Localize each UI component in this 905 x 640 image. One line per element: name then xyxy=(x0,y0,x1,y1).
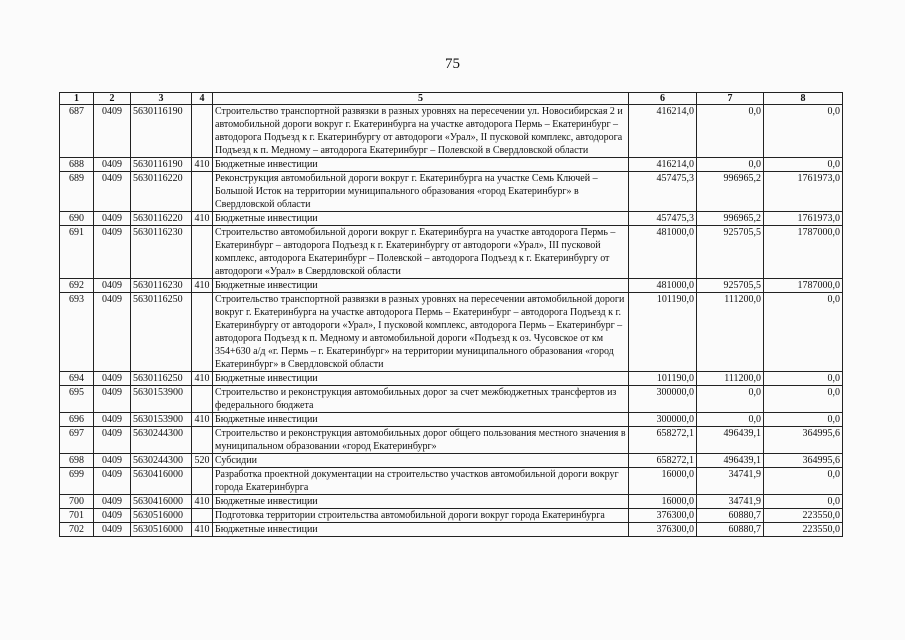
amount-cell-year-2: 0,0 xyxy=(697,386,764,413)
amount-cell-year-1: 101190,0 xyxy=(629,372,697,386)
item-name-cell: Бюджетные инвестиции xyxy=(213,212,629,226)
target-article-cell: 5630116190 xyxy=(131,105,192,158)
row-number-cell: 699 xyxy=(60,468,94,495)
item-name-cell: Бюджетные инвестиции xyxy=(213,279,629,293)
row-number-cell: 688 xyxy=(60,158,94,172)
item-name-cell: Строительство и реконструкция автомобильных дорог общего пользования местного значения в муниципальном образовании «город Екатеринбург» xyxy=(213,427,629,454)
table-row xyxy=(60,509,843,523)
table-row xyxy=(60,495,843,509)
amount-cell-year-1: 416214,0 xyxy=(629,105,697,158)
section-code-cell: 0409 xyxy=(94,523,131,537)
target-article-cell: 5630244300 xyxy=(131,454,192,468)
amount-cell-year-1: 376300,0 xyxy=(629,509,697,523)
item-name-cell: Бюджетные инвестиции xyxy=(213,372,629,386)
column-header: 2 xyxy=(94,93,131,105)
amount-cell-year-3: 364995,6 xyxy=(764,454,843,468)
row-number-cell: 698 xyxy=(60,454,94,468)
expense-type-cell xyxy=(192,386,213,413)
table-row xyxy=(60,226,843,279)
column-header: 4 xyxy=(192,93,213,105)
expense-type-cell xyxy=(192,427,213,454)
row-number-cell: 687 xyxy=(60,105,94,158)
amount-cell-year-2: 496439,1 xyxy=(697,454,764,468)
amount-cell-year-3: 1787000,0 xyxy=(764,226,843,279)
expense-type-cell: 410 xyxy=(192,212,213,226)
amount-cell-year-3: 223550,0 xyxy=(764,523,843,537)
section-code-cell: 0409 xyxy=(94,279,131,293)
target-article-cell: 5630116250 xyxy=(131,372,192,386)
amount-cell-year-3: 0,0 xyxy=(764,293,843,372)
target-article-cell: 5630116250 xyxy=(131,293,192,372)
table-row xyxy=(60,279,843,293)
item-name-cell: Строительство транспортной развязки в разных уровнях на пересечении ул. Новосибирская 2 и автомобильной дороги вокруг г. Екатеринбурга на участке автодорога Пермь – Екатеринбург – автодорога Подъезд к г. Екатеринбургу от автодороги «Урал», II пусковой комплекс, автодорога Подъезд к п. Медному – автодорога Екатеринбург – Полевской в Свердловской области xyxy=(213,105,629,158)
section-code-cell: 0409 xyxy=(94,226,131,279)
table-row xyxy=(60,413,843,427)
amount-cell-year-2: 111200,0 xyxy=(697,372,764,386)
amount-cell-year-2: 111200,0 xyxy=(697,293,764,372)
table-row xyxy=(60,212,843,226)
section-code-cell: 0409 xyxy=(94,495,131,509)
section-code-cell: 0409 xyxy=(94,427,131,454)
expense-type-cell xyxy=(192,172,213,212)
amount-cell-year-2: 0,0 xyxy=(697,413,764,427)
column-header: 3 xyxy=(131,93,192,105)
amount-cell-year-2: 925705,5 xyxy=(697,226,764,279)
amount-cell-year-2: 34741,9 xyxy=(697,468,764,495)
target-article-cell: 5630116230 xyxy=(131,279,192,293)
target-article-cell: 5630244300 xyxy=(131,427,192,454)
target-article-cell: 5630116230 xyxy=(131,226,192,279)
table-row xyxy=(60,293,843,372)
target-article-cell: 5630153900 xyxy=(131,413,192,427)
item-name-cell: Строительство автомобильной дороги вокруг г. Екатеринбурга на участке автодорога Пермь – Екатеринбург – автодорога Подъезд к г. Екатеринбургу от автодороги «Урал», III пусковой комплекс, автодорога Екатеринбург – Полевской – автодорога Подъезд к г. Екатеринбургу от автодороги «Урал» в Свердловской области xyxy=(213,226,629,279)
amount-cell-year-2: 60880,7 xyxy=(697,509,764,523)
row-number-cell: 696 xyxy=(60,413,94,427)
expense-type-cell xyxy=(192,468,213,495)
expense-type-cell: 520 xyxy=(192,454,213,468)
amount-cell-year-1: 481000,0 xyxy=(629,279,697,293)
amount-cell-year-3: 1761973,0 xyxy=(764,212,843,226)
amount-cell-year-2: 925705,5 xyxy=(697,279,764,293)
item-name-cell: Строительство и реконструкция автомобильных дорог за счет межбюджетных трансфертов из федерального бюджета xyxy=(213,386,629,413)
table-row xyxy=(60,105,843,158)
amount-cell-year-1: 101190,0 xyxy=(629,293,697,372)
expense-type-cell xyxy=(192,509,213,523)
budget-table xyxy=(59,92,843,537)
amount-cell-year-1: 416214,0 xyxy=(629,158,697,172)
target-article-cell: 5630416000 xyxy=(131,495,192,509)
section-code-cell: 0409 xyxy=(94,293,131,372)
section-code-cell: 0409 xyxy=(94,386,131,413)
table-row xyxy=(60,454,843,468)
row-number-cell: 701 xyxy=(60,509,94,523)
item-name-cell: Бюджетные инвестиции xyxy=(213,158,629,172)
table-row xyxy=(60,372,843,386)
amount-cell-year-2: 996965,2 xyxy=(697,172,764,212)
row-number-cell: 689 xyxy=(60,172,94,212)
table-row xyxy=(60,158,843,172)
section-code-cell: 0409 xyxy=(94,172,131,212)
section-code-cell: 0409 xyxy=(94,454,131,468)
expense-type-cell xyxy=(192,293,213,372)
target-article-cell: 5630416000 xyxy=(131,468,192,495)
expense-type-cell xyxy=(192,105,213,158)
item-name-cell: Бюджетные инвестиции xyxy=(213,495,629,509)
table-row xyxy=(60,523,843,537)
row-number-cell: 691 xyxy=(60,226,94,279)
amount-cell-year-1: 376300,0 xyxy=(629,523,697,537)
section-code-cell: 0409 xyxy=(94,509,131,523)
amount-cell-year-1: 300000,0 xyxy=(629,413,697,427)
target-article-cell: 5630116220 xyxy=(131,212,192,226)
table-header-row xyxy=(60,93,843,105)
amount-cell-year-2: 0,0 xyxy=(697,105,764,158)
section-code-cell: 0409 xyxy=(94,212,131,226)
amount-cell-year-2: 996965,2 xyxy=(697,212,764,226)
amount-cell-year-3: 0,0 xyxy=(764,158,843,172)
expense-type-cell: 410 xyxy=(192,523,213,537)
amount-cell-year-2: 0,0 xyxy=(697,158,764,172)
item-name-cell: Субсидии xyxy=(213,454,629,468)
row-number-cell: 695 xyxy=(60,386,94,413)
column-header: 7 xyxy=(697,93,764,105)
expense-type-cell: 410 xyxy=(192,372,213,386)
item-name-cell: Бюджетные инвестиции xyxy=(213,523,629,537)
section-code-cell: 0409 xyxy=(94,468,131,495)
amount-cell-year-2: 34741,9 xyxy=(697,495,764,509)
table-row xyxy=(60,172,843,212)
amount-cell-year-3: 1787000,0 xyxy=(764,279,843,293)
target-article-cell: 5630516000 xyxy=(131,523,192,537)
row-number-cell: 692 xyxy=(60,279,94,293)
expense-type-cell: 410 xyxy=(192,158,213,172)
amount-cell-year-1: 457475,3 xyxy=(629,172,697,212)
amount-cell-year-3: 0,0 xyxy=(764,468,843,495)
amount-cell-year-1: 658272,1 xyxy=(629,427,697,454)
row-number-cell: 693 xyxy=(60,293,94,372)
table-row xyxy=(60,386,843,413)
row-number-cell: 690 xyxy=(60,212,94,226)
section-code-cell: 0409 xyxy=(94,372,131,386)
table-row xyxy=(60,468,843,495)
amount-cell-year-3: 223550,0 xyxy=(764,509,843,523)
page-number: 75 xyxy=(445,56,460,72)
row-number-cell: 702 xyxy=(60,523,94,537)
amount-cell-year-3: 364995,6 xyxy=(764,427,843,454)
section-code-cell: 0409 xyxy=(94,158,131,172)
row-number-cell: 694 xyxy=(60,372,94,386)
expense-type-cell: 410 xyxy=(192,495,213,509)
amount-cell-year-3: 0,0 xyxy=(764,495,843,509)
amount-cell-year-1: 457475,3 xyxy=(629,212,697,226)
item-name-cell: Реконструкция автомобильной дороги вокруг г. Екатеринбурга на участке Семь Ключей – Большой Исток на территории муниципального образования «город Екатеринбург» в Свердловской области xyxy=(213,172,629,212)
item-name-cell: Разработка проектной документации на строительство участков автомобильной дороги вокруг города Екатеринбурга xyxy=(213,468,629,495)
amount-cell-year-1: 300000,0 xyxy=(629,386,697,413)
amount-cell-year-3: 0,0 xyxy=(764,386,843,413)
expense-type-cell: 410 xyxy=(192,279,213,293)
column-header: 8 xyxy=(764,93,843,105)
section-code-cell: 0409 xyxy=(94,105,131,158)
amount-cell-year-3: 0,0 xyxy=(764,413,843,427)
row-number-cell: 697 xyxy=(60,427,94,454)
table-body xyxy=(60,105,843,537)
amount-cell-year-2: 496439,1 xyxy=(697,427,764,454)
target-article-cell: 5630116220 xyxy=(131,172,192,212)
amount-cell-year-1: 16000,0 xyxy=(629,495,697,509)
amount-cell-year-3: 0,0 xyxy=(764,105,843,158)
target-article-cell: 5630516000 xyxy=(131,509,192,523)
item-name-cell: Бюджетные инвестиции xyxy=(213,413,629,427)
amount-cell-year-1: 16000,0 xyxy=(629,468,697,495)
column-header: 5 xyxy=(213,93,629,105)
amount-cell-year-3: 1761973,0 xyxy=(764,172,843,212)
expense-type-cell xyxy=(192,226,213,279)
target-article-cell: 5630153900 xyxy=(131,386,192,413)
amount-cell-year-1: 481000,0 xyxy=(629,226,697,279)
amount-cell-year-1: 658272,1 xyxy=(629,454,697,468)
item-name-cell: Строительство транспортной развязки в разных уровнях на пересечении автомобильной дороги вокруг г. Екатеринбурга на участке автодорога Пермь – Екатеринбург – автодорога Подъезд к г. Екатеринбургу от автодороги «Урал», I пусковой комплекс, автодорога Пермь – Екатеринбург – автодорога Подъезд к п. Медному и автомобильной дороги «Подъезд к оз. Чусовское от км 354+630 а/д «г. Пермь – г. Екатеринбург» на территории муниципального образования «город Екатеринбург» в Свердловской области xyxy=(213,293,629,372)
item-name-cell: Подготовка территории строительства автомобильной дороги вокруг города Екатеринбурга xyxy=(213,509,629,523)
amount-cell-year-3: 0,0 xyxy=(764,372,843,386)
target-article-cell: 5630116190 xyxy=(131,158,192,172)
column-header: 1 xyxy=(60,93,94,105)
table-row xyxy=(60,427,843,454)
expense-type-cell: 410 xyxy=(192,413,213,427)
section-code-cell: 0409 xyxy=(94,413,131,427)
row-number-cell: 700 xyxy=(60,495,94,509)
amount-cell-year-2: 60880,7 xyxy=(697,523,764,537)
column-header: 6 xyxy=(629,93,697,105)
